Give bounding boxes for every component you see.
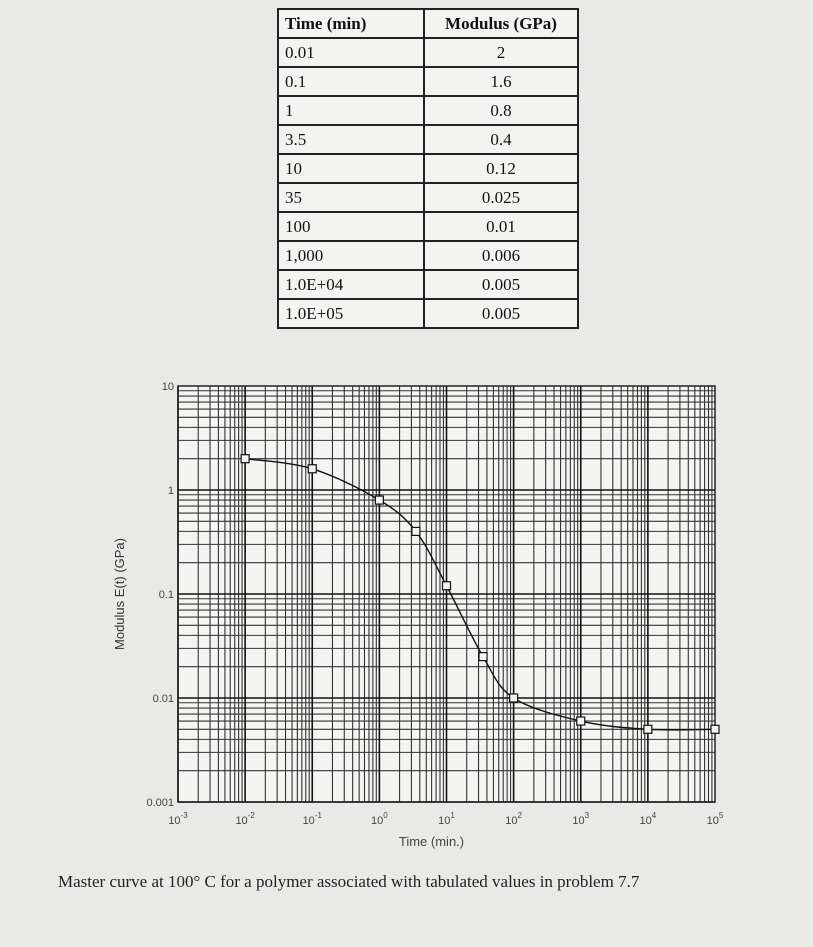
table-row <box>278 38 578 67</box>
x-tick-labels <box>168 811 724 827</box>
table-row <box>278 67 578 96</box>
figure-caption: Master curve at 100° C for a polymer associated with tabulated values in problem 7.7 <box>58 872 640 891</box>
data-table-container <box>277 8 579 329</box>
data-point-marker <box>479 653 487 661</box>
cell-modulus: 0.4 <box>424 125 578 154</box>
data-point-marker <box>375 496 383 504</box>
data-point-marker <box>510 694 518 702</box>
header-time: Time (min) <box>278 9 424 38</box>
x-tick-label: $10^{-1}$ <box>302 811 322 827</box>
data-point-marker <box>241 455 249 463</box>
cell-modulus: 0.01 <box>424 212 578 241</box>
data-point-marker <box>644 725 652 733</box>
table-row <box>278 270 578 299</box>
x-axis-title: Time (min.) <box>398 834 465 849</box>
y-tick-label: 0.1 <box>158 589 174 601</box>
x-tick-label: $10^4$ <box>639 811 657 827</box>
cell-time: 35 <box>278 183 424 212</box>
table-row <box>278 96 578 125</box>
cell-modulus: 0.006 <box>424 241 578 270</box>
table-row <box>278 125 578 154</box>
table-row <box>278 299 578 328</box>
cell-modulus: 0.005 <box>424 270 578 299</box>
data-point-marker <box>443 582 451 590</box>
cell-modulus: 0.005 <box>424 299 578 328</box>
table-row <box>278 183 578 212</box>
table-row <box>278 212 578 241</box>
data-point-marker <box>711 725 719 733</box>
cell-modulus: 0.12 <box>424 154 578 183</box>
x-tick-label: $10^1$ <box>438 811 455 827</box>
x-tick-label: $10^{-2}$ <box>235 811 255 827</box>
cell-time: 1 <box>278 96 424 125</box>
data-point-marker <box>308 465 316 473</box>
cell-time: 100 <box>278 212 424 241</box>
y-tick-label: 0.01 <box>152 693 174 705</box>
cell-time: 0.1 <box>278 67 424 96</box>
y-tick-label: 0.001 <box>146 797 174 809</box>
y-tick-label: 10 <box>161 381 174 393</box>
cell-time: 1,000 <box>278 241 424 270</box>
cell-time: 1.0E+05 <box>278 299 424 328</box>
cell-time: 1.0E+04 <box>278 270 424 299</box>
cell-modulus: 1.6 <box>424 67 578 96</box>
data-point-marker <box>412 527 420 535</box>
table-row <box>278 154 578 183</box>
cell-time: 3.5 <box>278 125 424 154</box>
x-tick-label: $10^3$ <box>572 811 590 827</box>
y-tick-label: 1 <box>167 485 174 497</box>
x-tick-label: $10^5$ <box>706 811 724 827</box>
table-header-row <box>278 9 578 38</box>
cell-modulus: 2 <box>424 38 578 67</box>
x-tick-label: $10^{-3}$ <box>168 811 188 827</box>
y-tick-labels <box>146 381 174 809</box>
cell-modulus: 0.8 <box>424 96 578 125</box>
data-table <box>277 8 579 329</box>
data-point-marker <box>577 717 585 725</box>
x-tick-label: $10^0$ <box>371 811 388 827</box>
header-modulus: Modulus (GPa) <box>424 9 578 38</box>
cell-time: 10 <box>278 154 424 183</box>
master-curve-chart <box>0 360 813 870</box>
cell-modulus: 0.025 <box>424 183 578 212</box>
table-row <box>278 241 578 270</box>
cell-time: 0.01 <box>278 38 424 67</box>
y-axis-title: Modulus E(t) (GPa) <box>112 538 127 650</box>
x-tick-label: $10^2$ <box>505 811 522 827</box>
